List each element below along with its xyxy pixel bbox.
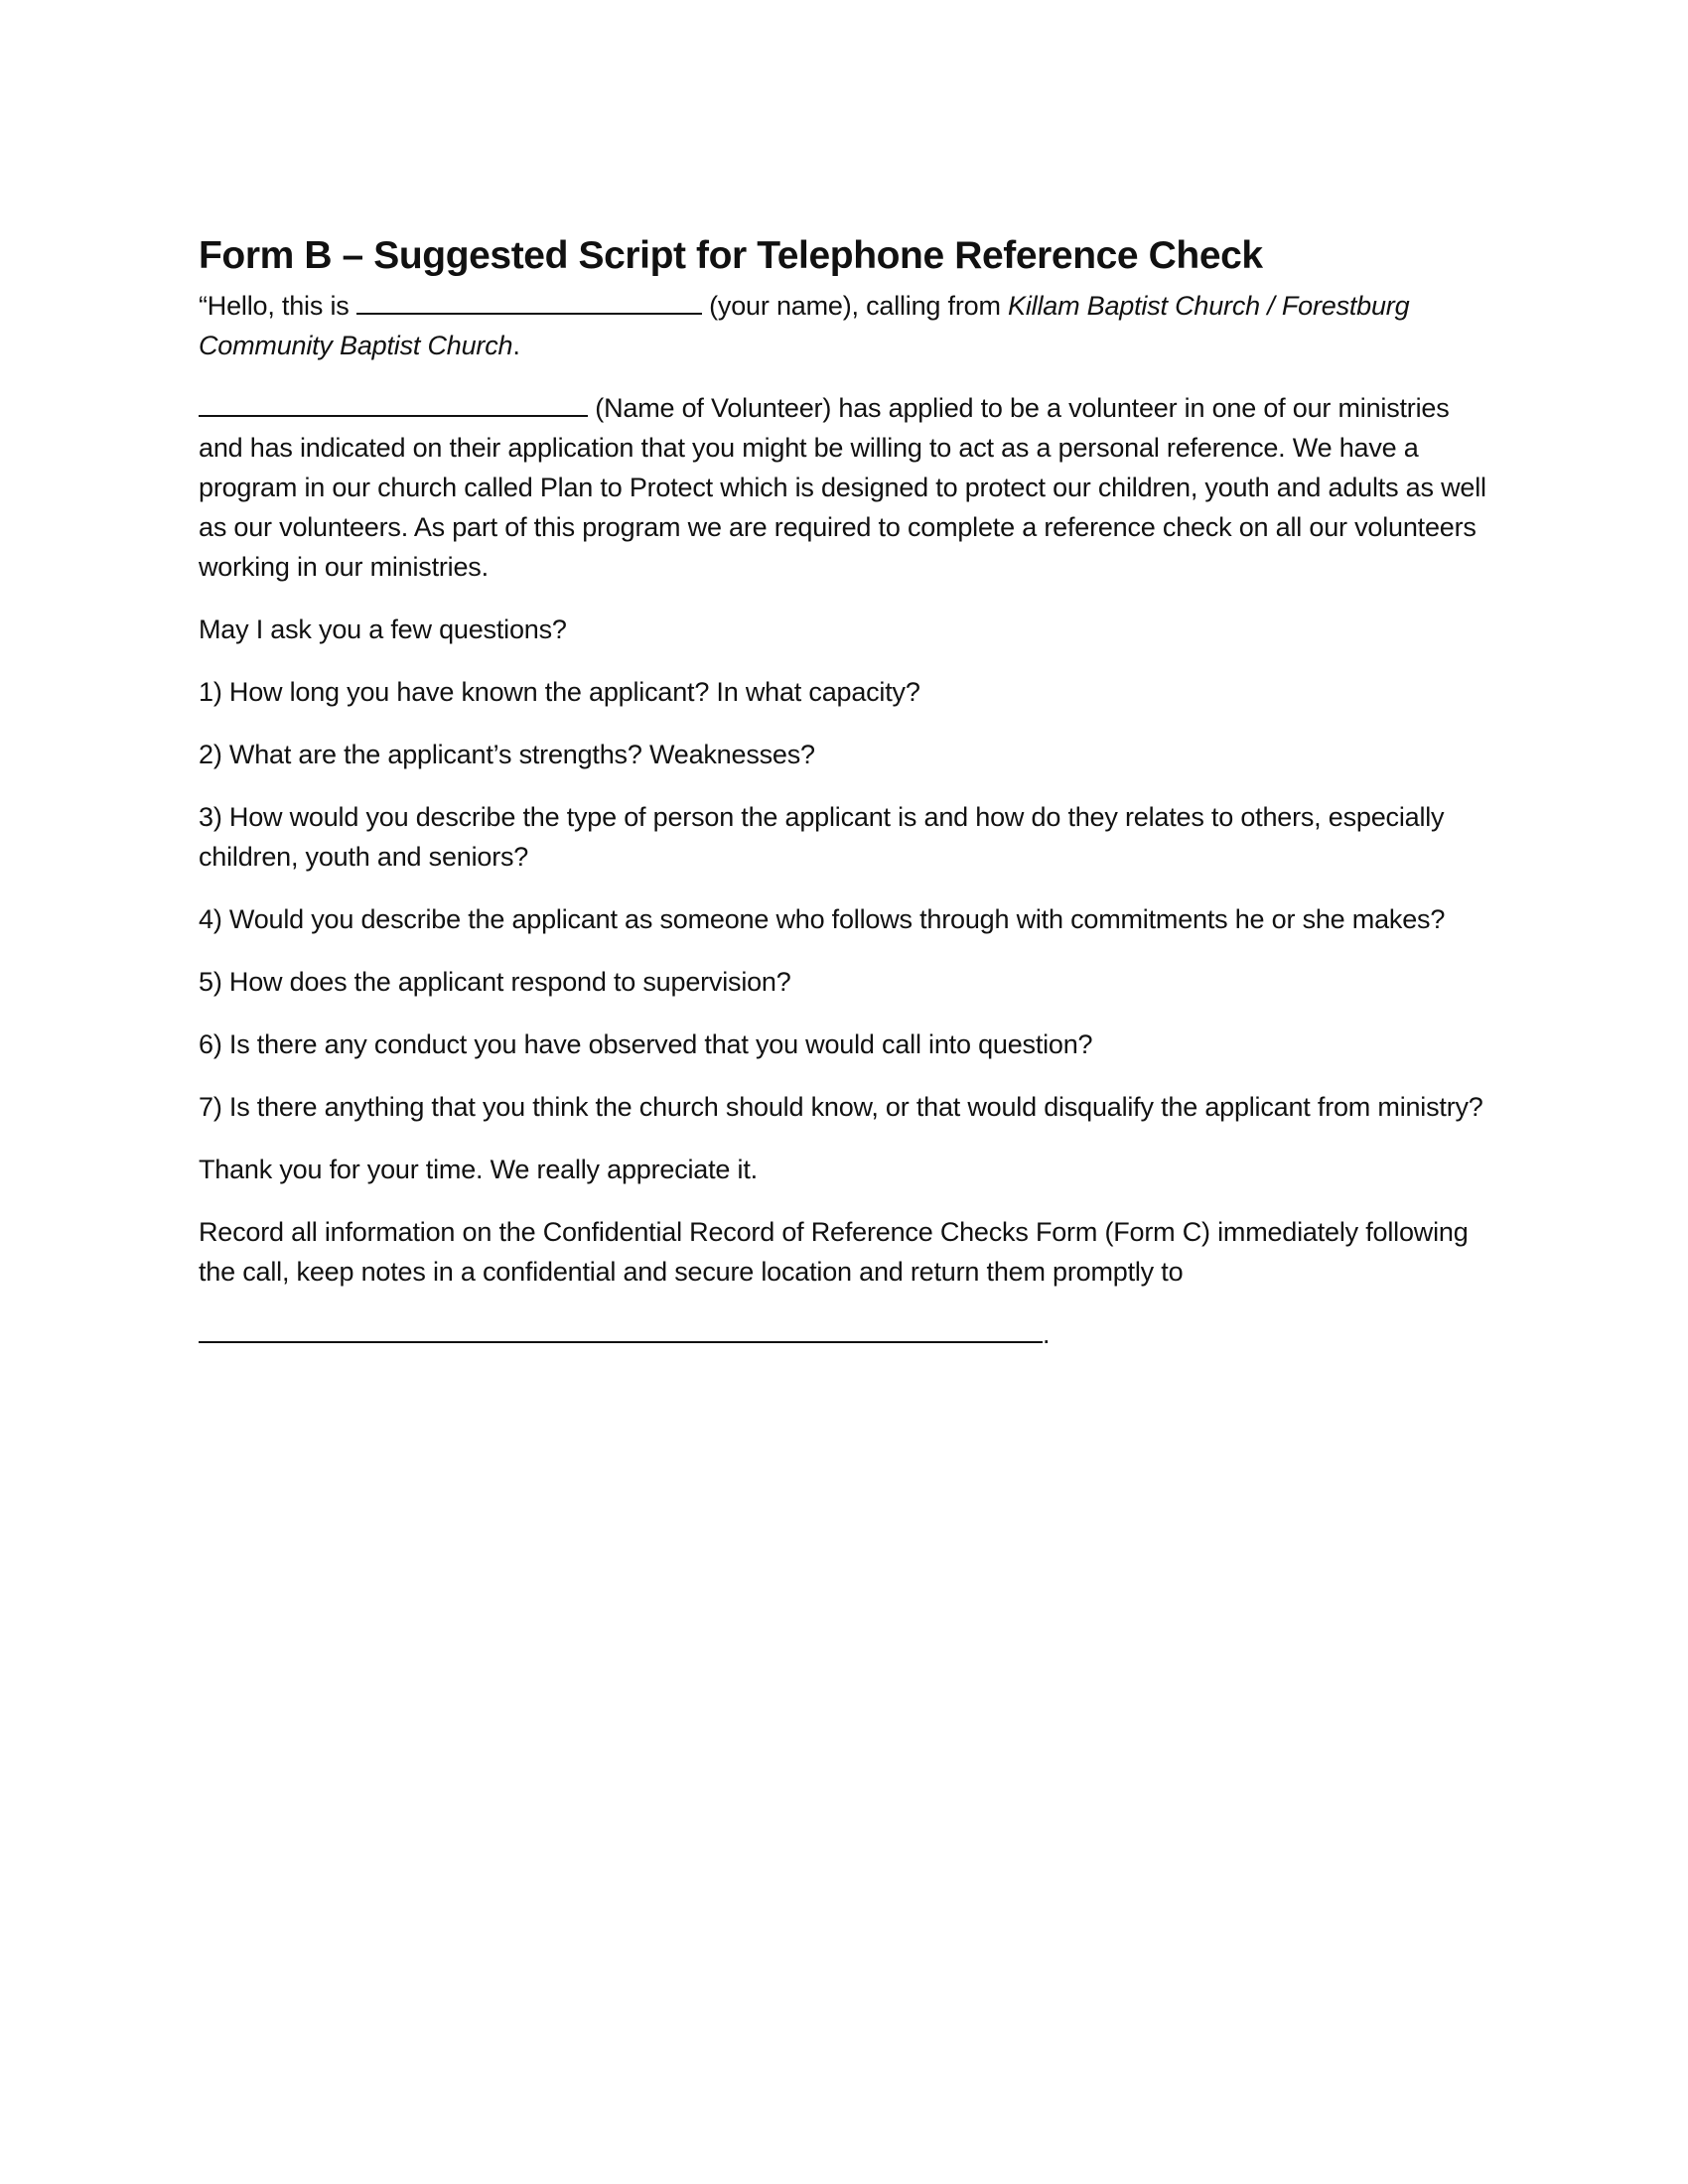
question-4: 4) Would you describe the applicant as someone who follows through with commitments he or she makes? bbox=[199, 904, 1446, 934]
return-to-line bbox=[199, 1314, 1499, 1354]
thanks-line: Thank you for your time. We really appreciate it. bbox=[199, 1155, 758, 1184]
question-1: 1) How long you have known the applicant? In what capacity? bbox=[199, 677, 920, 707]
volunteer-paragraph bbox=[199, 388, 1499, 587]
page-title: Form B – Suggested Script for Telephone Reference Check bbox=[199, 234, 1263, 277]
ask-questions-line: May I ask you a few questions? bbox=[199, 614, 567, 644]
question-3: 3) How would you describe the type of person the applicant is and how do they relates to others, especially children, youth and seniors? bbox=[199, 802, 1445, 872]
caller-name-blank[interactable] bbox=[356, 289, 702, 315]
record-instructions: Record all information on the Confidential Record of Reference Checks Form (Form C) immediately following the call, keep notes in a confidential and secure location and return them promptly to bbox=[199, 1217, 1469, 1287]
return-to-period: . bbox=[1043, 1319, 1051, 1349]
question-6: 6) Is there any conduct you have observed that you would call into question? bbox=[199, 1029, 1093, 1059]
intro-text-end: . bbox=[512, 331, 520, 360]
intro-paragraph bbox=[199, 286, 1499, 365]
question-2: 2) What are the applicant’s strengths? Weaknesses? bbox=[199, 740, 815, 769]
question-5: 5) How does the applicant respond to supervision? bbox=[199, 967, 791, 997]
return-to-blank[interactable] bbox=[199, 1317, 1043, 1343]
intro-text-start: “Hello, this is bbox=[199, 291, 356, 321]
church-name: Killam Baptist Church / Forestburg Community Baptist Church bbox=[199, 291, 1410, 360]
volunteer-paragraph-text: (Name of Volunteer) has applied to be a volunteer in one of our ministries and has indicated on their application that you might be willing to act as a personal reference. We have a program in our church called Plan to Protect which is designed to protect our children, youth and adults as well as our volunteers. As part of this program we are required to complete a reference check on all our volunteers working in our ministries. bbox=[199, 393, 1486, 582]
volunteer-name-blank[interactable] bbox=[199, 391, 588, 417]
question-7: 7) Is there anything that you think the church should know, or that would disqualify the applicant from ministry? bbox=[199, 1092, 1483, 1122]
document-page bbox=[199, 230, 1499, 1377]
intro-text-middle: (your name), calling from bbox=[701, 291, 1009, 321]
